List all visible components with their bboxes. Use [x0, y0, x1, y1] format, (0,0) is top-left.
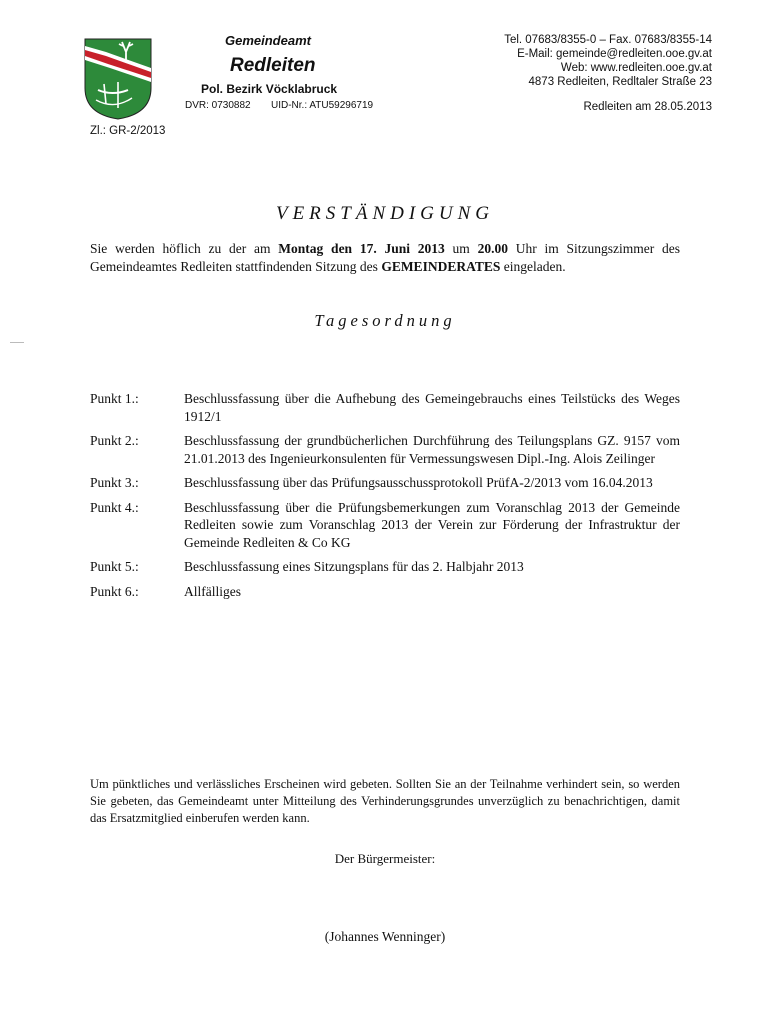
agenda-item-text: Beschlussfassung über die Aufhebung des Gemeingebrauchs eines Teilstücks des Weges 1912/1 — [184, 391, 680, 424]
letter-date: Redleiten am 28.05.2013 — [583, 101, 712, 113]
municipal-crest-logo — [84, 38, 152, 120]
meeting-time: 20.00 — [477, 241, 508, 256]
agenda-item-text: Allfälliges — [184, 583, 241, 599]
meeting-body: GEMEINDERATES — [381, 258, 501, 274]
district-label: Pol. Bezirk Vöcklabruck — [201, 82, 338, 96]
signature-name: (Johannes Wenninger) — [324, 929, 446, 944]
office-label: Gemeindeamt — [225, 33, 311, 48]
uid-number: UID-Nr.: ATU59296719 — [271, 100, 374, 111]
intro-text: eingeladen. — [500, 258, 566, 274]
agenda-list — [90, 390, 680, 607]
closing-paragraph: Um pünktliches und verlässliches Erscheinen wird gebeten. Sollten Sie an der Teilnahme verhindert sein, so werden Sie gebeten, das Gemeindeamt unter Mitteilung des Verhinderungsgrundes unverzüglich zu benachrichtigen, damit das Ersatzmitglied einberufen werden kann. — [90, 777, 680, 825]
agenda-item-number: Punkt 3.: — [90, 475, 139, 490]
agenda-heading: Tagesordnung — [314, 311, 456, 330]
agenda-item — [90, 583, 680, 601]
agenda-item — [90, 474, 680, 492]
intro-text: Uhr im Sitzungszimmer des Gemeindeamtes Redleiten stattfindenden Sitzung des — [90, 241, 680, 274]
agenda-item — [90, 390, 680, 425]
intro-text: um — [444, 241, 478, 256]
agenda-item — [90, 558, 680, 576]
file-reference: Zl.: GR-2/2013 — [90, 125, 166, 137]
intro-text: Sie werden höflich zu der am — [90, 241, 279, 256]
agenda-item-text: Beschlussfassung der grundbücherlichen Durchführung des Teilungsplans GZ. 9157 vom 21.01.2013 des Ingenieurkonsulenten für Vermessungswesen Dipl.-Ing. Alois Zeilinger — [184, 433, 680, 466]
signature-role: Der Bürgermeister: — [334, 851, 436, 866]
invitation-paragraph — [90, 240, 680, 275]
contact-website: Web: www.redleiten.ooe.gv.at — [560, 62, 712, 74]
dvr-number: DVR: 0730882 — [185, 100, 251, 111]
meeting-date: Montag den 17. Juni 2013 — [278, 241, 445, 256]
agenda-item-number: Punkt 4.: — [90, 499, 139, 515]
contact-phone-fax: Tel. 07683/8355-0 – Fax. 07683/8355-14 — [504, 34, 712, 46]
agenda-item-text: Beschlussfassung über das Prüfungsausschussprotokoll PrüfA-2/2013 vom 16.04.2013 — [184, 475, 653, 490]
agenda-item — [90, 499, 680, 552]
agenda-item — [90, 432, 680, 467]
document-title: VERSTÄNDIGUNG — [275, 203, 495, 224]
agenda-item-number: Punkt 5.: — [90, 559, 139, 574]
agenda-item-number: Punkt 2.: — [90, 433, 139, 448]
contact-email: E-Mail: gemeinde@redleiten.ooe.gv.at — [517, 48, 712, 60]
agenda-item-number: Punkt 6.: — [90, 583, 139, 599]
agenda-item-number: Punkt 1.: — [90, 391, 139, 406]
agenda-item-text: Beschlussfassung über die Prüfungsbemerkungen zum Voranschlag 2013 der Gemeinde Redleiten sowie zum Voranschlag 2013 der Verein zur Förderung der Infrastruktur der Gemeinde Redleiten & Co KG — [184, 499, 680, 550]
agenda-item-text: Beschlussfassung eines Sitzungsplans für das 2. Halbjahr 2013 — [184, 559, 524, 574]
contact-address: 4873 Redleiten, Redltaler Straße 23 — [528, 76, 712, 88]
margin-mark — [10, 342, 24, 343]
municipality-name: Redleiten — [230, 55, 316, 76]
